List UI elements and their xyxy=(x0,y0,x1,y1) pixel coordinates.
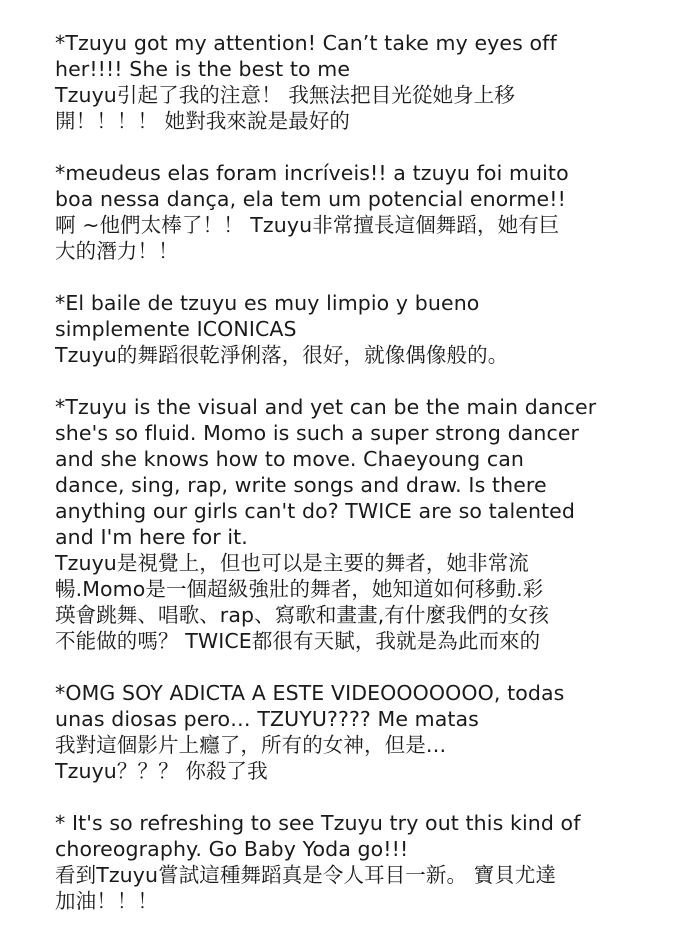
comment-refreshing xyxy=(55,810,675,914)
comment-line: her!!!! She is the best to me xyxy=(55,57,351,81)
comment-meudeus xyxy=(55,160,675,264)
comment-line: 我對這個影片上癮了，所有的女神，但是… xyxy=(55,733,447,757)
comment-line: 加油！！！ xyxy=(55,889,158,913)
comment-line: 啊 ~他們太棒了！！ Tzuyu非常擅長這個舞蹈，她有巨 xyxy=(55,213,560,237)
comment-line: *El baile de tzuyu es muy limpio y bueno xyxy=(55,291,480,315)
comment-line: choreography. Go Baby Yoda go!!! xyxy=(55,837,409,861)
comment-line: simplemente ICONICAS xyxy=(55,317,297,341)
comment-line: * It's so refreshing to see Tzuyu try out this kind of xyxy=(55,811,581,835)
comment-line: *meudeus elas foram incríveis!! a tzuyu foi muito xyxy=(55,161,569,185)
comment-line: and I'm here for it. xyxy=(55,525,248,549)
comment-omg-adicta xyxy=(55,680,675,784)
comment-line: 不能做的嗎？ TWICE都很有天賦，我就是為此而來的 xyxy=(55,629,541,653)
comment-line: Tzuyu是視覺上，但也可以是主要的舞者，她非常流 xyxy=(55,551,529,575)
comment-line: *OMG SOY ADICTA A ESTE VIDEOOOOOOO, todas xyxy=(55,681,565,705)
comment-line: Tzuyu引起了我的注意！ 我無法把目光從她身上移 xyxy=(55,83,515,107)
comment-el-baile xyxy=(55,290,675,368)
comments-document xyxy=(55,30,675,940)
comment-tzuyu-visual xyxy=(55,394,675,654)
comment-line: boa nessa dança, ela tem um potencial enorme!! xyxy=(55,187,566,211)
comment-line: 暢.Momo是一個超級強壯的舞者，她知道如何移動.彩 xyxy=(55,577,544,601)
comment-line: 瑛會跳舞、唱歌、rap、寫歌和畫畫,有什麼我們的女孩 xyxy=(55,603,550,627)
comment-line: 大的潛力！！ xyxy=(55,239,179,263)
comment-line: she's so fluid. Momo is such a super strong dancer xyxy=(55,421,580,445)
comment-line: *Tzuyu is the visual and yet can be the main dancer xyxy=(55,395,597,419)
comment-line: unas diosas pero… TZUYU???? Me matas xyxy=(55,707,479,731)
comment-tzuyu-attention xyxy=(55,30,675,134)
comment-line: 看到Tzuyu嘗試這種舞蹈真是令人耳目一新。 寶貝尤達 xyxy=(55,863,557,887)
comment-line: *Tzuyu got my attention! Can’t take my eyes off xyxy=(55,31,557,55)
comment-line: dance, sing, rap, write songs and draw. Is there xyxy=(55,473,547,497)
comment-line: and she knows how to move. Chaeyoung can xyxy=(55,447,524,471)
comment-line: 開！！！！ 她對我來說是最好的 xyxy=(55,109,351,133)
comment-line: anything our girls can't do? TWICE are so talented xyxy=(55,499,576,523)
comment-line: Tzuyu？？？ 你殺了我 xyxy=(55,759,268,783)
comment-line: Tzuyu的舞蹈很乾淨俐落，很好，就像偶像般的。 xyxy=(55,343,509,367)
